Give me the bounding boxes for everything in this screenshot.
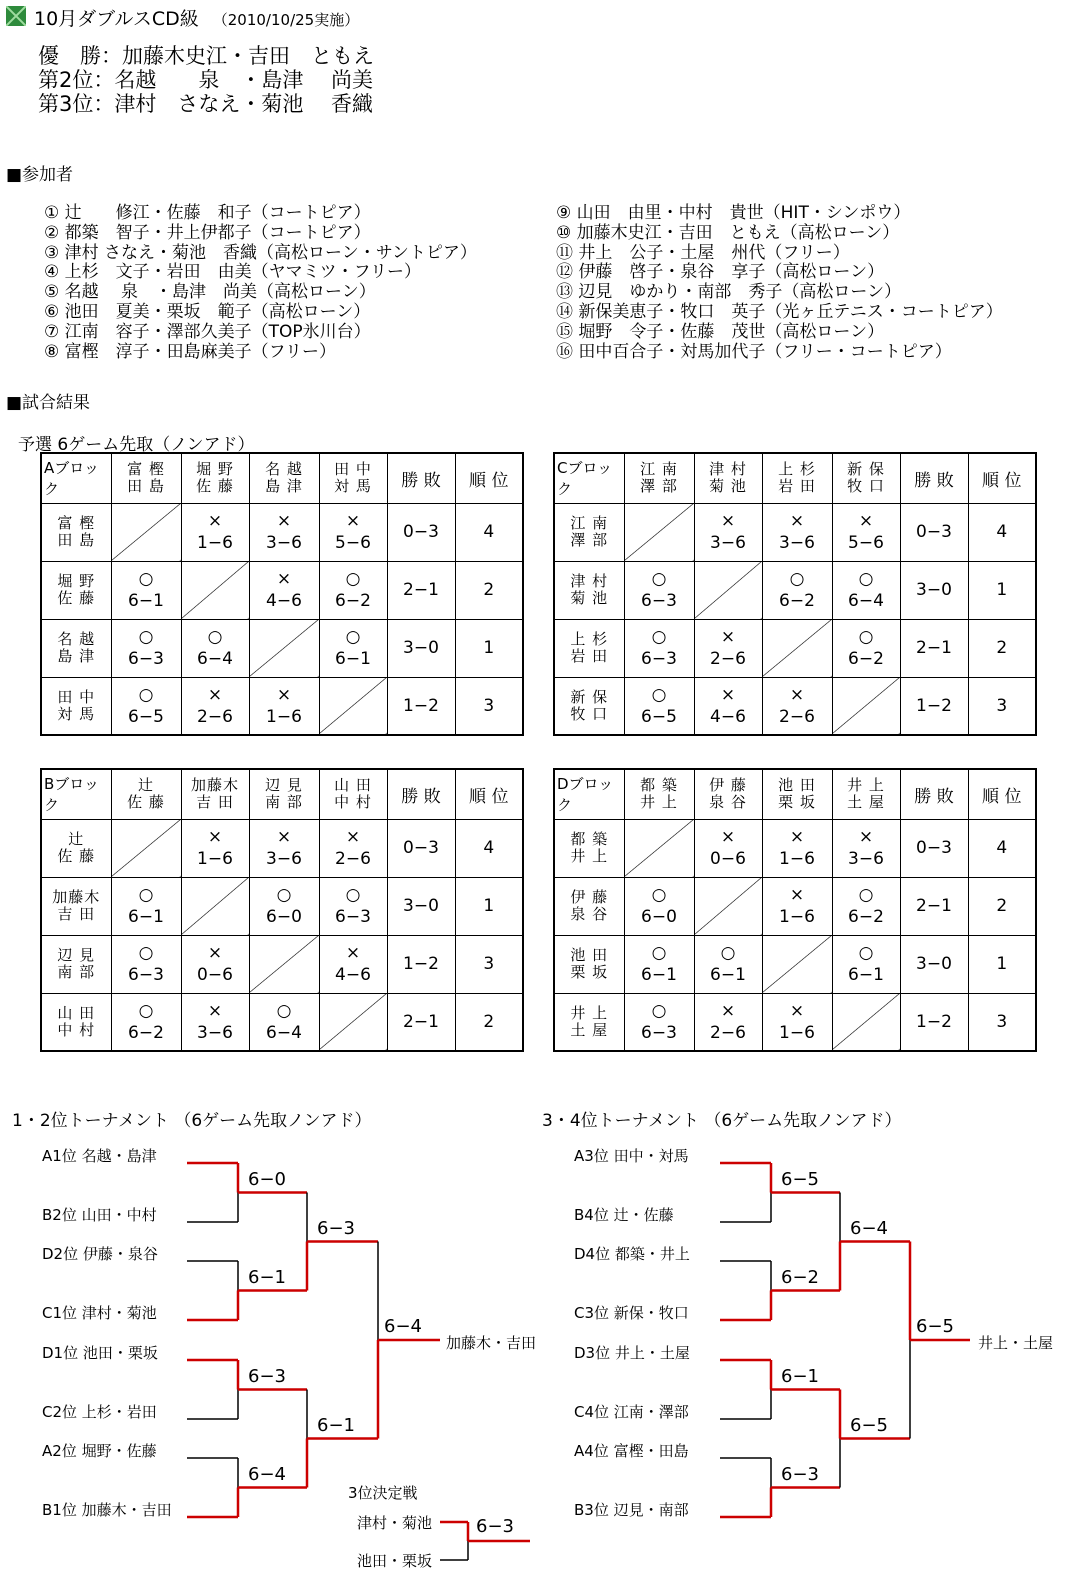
bracket-entry: D3位 井上・土屋 <box>574 1344 690 1362</box>
final-score: 6−4 <box>384 1316 422 1337</box>
rank-header: 順 位 <box>968 769 1036 819</box>
third-place-team: 池田・栗坂 <box>357 1552 433 1570</box>
bracket-entry: D2位 伊藤・泉谷 <box>42 1245 158 1263</box>
match-result: × 4−6 <box>319 935 387 993</box>
rank-header: 順 位 <box>968 453 1036 503</box>
rank: 1 <box>455 877 523 935</box>
page-title: 10月ダブルスCD級 （2010/10/25実施） <box>34 8 360 30</box>
champion: 加藤木・吉田 <box>446 1334 537 1352</box>
champion: 井上・土屋 <box>978 1334 1054 1352</box>
win-loss-header: 勝 敗 <box>387 769 455 819</box>
third-place-team: 津村・菊池 <box>357 1514 433 1532</box>
participant-11: ⑪ 井上 公子・土屋 州代（フリー） <box>556 242 850 263</box>
team-row-label: 江 南 澤 部 <box>554 503 624 561</box>
team-row-label: 名 越 島 津 <box>41 619 111 677</box>
team-header: 辺 見 南 部 <box>249 769 319 819</box>
match-result: ○ 6−4 <box>832 561 900 619</box>
bracket-entry: A1位 名越・島津 <box>42 1147 157 1165</box>
match-result: × 3−6 <box>249 503 319 561</box>
rank: 2 <box>968 619 1036 677</box>
match-result: ○ 6−3 <box>624 993 694 1051</box>
team-row-label: 辻 佐 藤 <box>41 819 111 877</box>
participant-5: ⑤ 名越 泉 ・島津 尚美（高松ローン） <box>44 282 376 303</box>
rank: 4 <box>455 819 523 877</box>
bracket-entry: D1位 池田・栗坂 <box>42 1344 158 1362</box>
match-result: ○ 6−1 <box>694 935 762 993</box>
match-result: ○ 6−1 <box>111 877 181 935</box>
match-result: × 4−6 <box>249 561 319 619</box>
match-result: × 2−6 <box>181 677 249 735</box>
match-result: ○ 6−0 <box>249 877 319 935</box>
block-name: Bブロック <box>41 769 111 819</box>
match-result: × 3−6 <box>762 503 832 561</box>
team-row-label: 加藤木 吉 田 <box>41 877 111 935</box>
win-loss: 3−0 <box>900 935 968 993</box>
round2-score: 6−4 <box>850 1217 888 1239</box>
bracket-entry: A3位 田中・対馬 <box>574 1147 689 1165</box>
rank: 3 <box>968 677 1036 735</box>
participant-9: ⑨ 山田 由里・中村 貴世（HIT・シンポウ） <box>556 203 911 223</box>
match-result: × 5−6 <box>319 503 387 561</box>
participant-8: ⑧ 富樫 淳子・田島麻美子（フリー） <box>44 341 336 362</box>
block-name: Aブロック <box>41 453 111 503</box>
preliminary-rules: 予選 6ゲーム先取（ノンアド） <box>18 435 255 455</box>
win-loss: 1−2 <box>900 677 968 735</box>
team-header: 富 樫 田 島 <box>111 453 181 503</box>
participant-2: ② 都築 智子・井上伊都子（コートピア） <box>44 222 371 243</box>
team-header: 江 南 澤 部 <box>624 453 694 503</box>
team-row-label: 田 中 対 馬 <box>41 677 111 735</box>
results-heading: ■試合結果 <box>6 393 91 413</box>
round2-score: 6−5 <box>850 1414 888 1436</box>
participant-12: ⑫ 伊藤 啓子・泉谷 享子（高松ローン） <box>556 262 885 283</box>
team-row-label: 山 田 中 村 <box>41 993 111 1051</box>
participant-7: ⑦ 江南 容子・澤部久美子（TOP氷川台） <box>44 321 371 342</box>
team-row-label: 富 樫 田 島 <box>41 503 111 561</box>
team-header: 井 上 土 屋 <box>832 769 900 819</box>
win-loss: 3−0 <box>387 619 455 677</box>
match-result: ○ 6−3 <box>111 935 181 993</box>
match-result: ○ 6−1 <box>319 619 387 677</box>
participant-13: ⑬ 辺見 ゆかり・南部 秀子（高松ローン） <box>556 282 902 303</box>
team-header: 上 杉 岩 田 <box>762 453 832 503</box>
match-result: × 3−6 <box>694 503 762 561</box>
rank: 2 <box>455 561 523 619</box>
team-row-label: 伊 藤 泉 谷 <box>554 877 624 935</box>
participant-14: ⑭ 新保美恵子・牧口 英子（光ヶ丘テニス・コートピア） <box>556 302 1003 322</box>
participant-4: ④ 上杉 文子・岩田 由美（ヤマミツ・フリー） <box>44 262 421 283</box>
match-result: × 2−6 <box>762 677 832 735</box>
match-result: ○ 6−3 <box>319 877 387 935</box>
rank: 4 <box>968 503 1036 561</box>
participant-3: ③ 津村 さなえ・菊池 香織（高松ローン・サントピア） <box>44 242 477 263</box>
third-place-label: 3位決定戦 <box>348 1484 418 1502</box>
bracket-entry: C2位 上杉・岩田 <box>42 1403 157 1421</box>
rank: 2 <box>968 877 1036 935</box>
match-result: × 1−6 <box>181 503 249 561</box>
round2-score: 6−3 <box>317 1217 355 1239</box>
match-result: ○ 6−1 <box>111 561 181 619</box>
bracket-entry: B2位 山田・中村 <box>42 1206 157 1224</box>
bracket-entry: C3位 新保・牧口 <box>574 1304 689 1322</box>
round1-score: 6−1 <box>248 1266 286 1288</box>
rank: 2 <box>455 993 523 1051</box>
match-result: × 1−6 <box>249 677 319 735</box>
win-loss: 1−2 <box>387 677 455 735</box>
win-loss: 2−1 <box>900 619 968 677</box>
match-result: × 1−6 <box>762 993 832 1051</box>
winner-1st: 優 勝：加藤木史江・吉田 ともえ <box>38 44 374 68</box>
match-result: ○ 6−4 <box>181 619 249 677</box>
rank: 1 <box>968 561 1036 619</box>
win-loss-header: 勝 敗 <box>387 453 455 503</box>
rank-header: 順 位 <box>455 769 523 819</box>
round1-score: 6−3 <box>248 1365 286 1387</box>
round1-score: 6−2 <box>781 1266 819 1288</box>
match-result: × 5−6 <box>832 503 900 561</box>
win-loss: 0−3 <box>387 819 455 877</box>
round1-score: 6−5 <box>781 1168 819 1190</box>
win-loss: 0−3 <box>900 819 968 877</box>
team-header: 池 田 栗 坂 <box>762 769 832 819</box>
team-row-label: 堀 野 佐 藤 <box>41 561 111 619</box>
match-result: ○ 6−4 <box>249 993 319 1051</box>
match-result: ○ 6−3 <box>624 619 694 677</box>
team-header: 名 越 島 津 <box>249 453 319 503</box>
event-date: （2010/10/25実施） <box>212 11 360 29</box>
winner-2nd: 第2位：名越 泉 ・島津 尚美 <box>38 68 374 92</box>
bracket-entry: B1位 加藤木・吉田 <box>42 1501 172 1519</box>
team-header: 山 田 中 村 <box>319 769 387 819</box>
match-result: × 1−6 <box>181 819 249 877</box>
participant-10: ⑩ 加藤木史江・吉田 ともえ（高松ローン） <box>556 222 900 243</box>
win-loss: 2−1 <box>387 561 455 619</box>
bracket-entry: A2位 堀野・佐藤 <box>42 1442 157 1460</box>
win-loss: 2−1 <box>387 993 455 1051</box>
match-result: × 3−6 <box>181 993 249 1051</box>
match-result: × 0−6 <box>181 935 249 993</box>
team-header: 辻 佐 藤 <box>111 769 181 819</box>
round1-score: 6−4 <box>248 1463 286 1485</box>
winner-3rd: 第3位：津村 さなえ・菊池 香織 <box>38 92 374 116</box>
rank: 3 <box>968 993 1036 1051</box>
final-score: 6−5 <box>916 1316 954 1337</box>
tournament-title: 3・4位トーナメント （6ゲーム先取ノンアド） <box>542 1111 902 1131</box>
match-result: × 2−6 <box>319 819 387 877</box>
team-row-label: 上 杉 岩 田 <box>554 619 624 677</box>
bracket-entry: B4位 辻・佐藤 <box>574 1206 674 1224</box>
team-header: 田 中 対 馬 <box>319 453 387 503</box>
participant-15: ⑮ 堀野 令子・佐藤 茂世（高松ローン） <box>556 321 885 342</box>
bracket-entry: C4位 江南・澤部 <box>574 1403 689 1421</box>
win-loss-header: 勝 敗 <box>900 453 968 503</box>
team-header: 都 築 井 上 <box>624 769 694 819</box>
block-name: Dブロック <box>554 769 624 819</box>
match-result: ○ 6−2 <box>111 993 181 1051</box>
win-loss: 1−2 <box>387 935 455 993</box>
round1-score: 6−1 <box>781 1365 819 1387</box>
team-row-label: 都 築 井 上 <box>554 819 624 877</box>
team-row-label: 新 保 牧 口 <box>554 677 624 735</box>
win-loss: 2−1 <box>900 877 968 935</box>
round1-score: 6−0 <box>248 1168 286 1190</box>
team-header: 新 保 牧 口 <box>832 453 900 503</box>
match-result: × 1−6 <box>762 877 832 935</box>
match-result: × 3−6 <box>832 819 900 877</box>
rank: 4 <box>455 503 523 561</box>
win-loss: 1−2 <box>900 993 968 1051</box>
match-result: ○ 6−2 <box>832 877 900 935</box>
win-loss: 0−3 <box>900 503 968 561</box>
match-result: ○ 6−2 <box>319 561 387 619</box>
match-result: ○ 6−3 <box>111 619 181 677</box>
participants-heading: ■参加者 <box>6 165 74 185</box>
round1-score: 6−3 <box>781 1463 819 1485</box>
team-header: 津 村 菊 池 <box>694 453 762 503</box>
win-loss: 0−3 <box>387 503 455 561</box>
third-place-score: 6−3 <box>476 1516 514 1537</box>
match-result: ○ 6−1 <box>624 935 694 993</box>
participant-6: ⑥ 池田 夏美・栗坂 範子（高松ローン） <box>44 302 371 322</box>
rank-header: 順 位 <box>455 453 523 503</box>
match-result: × 1−6 <box>762 819 832 877</box>
team-row-label: 井 上 土 屋 <box>554 993 624 1051</box>
win-loss: 3−0 <box>900 561 968 619</box>
win-loss: 3−0 <box>387 877 455 935</box>
bracket-entry: B3位 辺見・南部 <box>574 1501 689 1519</box>
match-result: × 0−6 <box>694 819 762 877</box>
bracket-entry: A4位 富樫・田島 <box>574 1442 689 1460</box>
block-name: Cブロック <box>554 453 624 503</box>
win-loss-header: 勝 敗 <box>900 769 968 819</box>
team-header: 伊 藤 泉 谷 <box>694 769 762 819</box>
participant-1: ① 辻 修江・佐藤 和子（コートピア） <box>44 203 371 223</box>
team-header: 加藤木 吉 田 <box>181 769 249 819</box>
match-result: × 2−6 <box>694 619 762 677</box>
team-header: 堀 野 佐 藤 <box>181 453 249 503</box>
match-result: ○ 6−3 <box>624 561 694 619</box>
match-result: ○ 6−5 <box>624 677 694 735</box>
rank: 1 <box>968 935 1036 993</box>
team-row-label: 津 村 菊 池 <box>554 561 624 619</box>
tournament-title: 1・2位トーナメント （6ゲーム先取ノンアド） <box>12 1111 372 1131</box>
bracket-entry: C1位 津村・菊池 <box>42 1304 157 1322</box>
participant-16: ⑯ 田中百合子・対馬加代子（フリー・コートピア） <box>556 341 952 362</box>
match-result: ○ 6−2 <box>832 619 900 677</box>
bracket-entry: D4位 都築・井上 <box>574 1245 690 1263</box>
match-result: ○ 6−2 <box>762 561 832 619</box>
round2-score: 6−1 <box>317 1414 355 1436</box>
match-result: × 3−6 <box>249 819 319 877</box>
match-result: ○ 6−5 <box>111 677 181 735</box>
rank: 4 <box>968 819 1036 877</box>
match-result: ○ 6−1 <box>832 935 900 993</box>
rank: 3 <box>455 935 523 993</box>
team-row-label: 池 田 栗 坂 <box>554 935 624 993</box>
match-result: × 2−6 <box>694 993 762 1051</box>
match-result: ○ 6−0 <box>624 877 694 935</box>
rank: 1 <box>455 619 523 677</box>
match-result: × 4−6 <box>694 677 762 735</box>
team-row-label: 辺 見 南 部 <box>41 935 111 993</box>
rank: 3 <box>455 677 523 735</box>
